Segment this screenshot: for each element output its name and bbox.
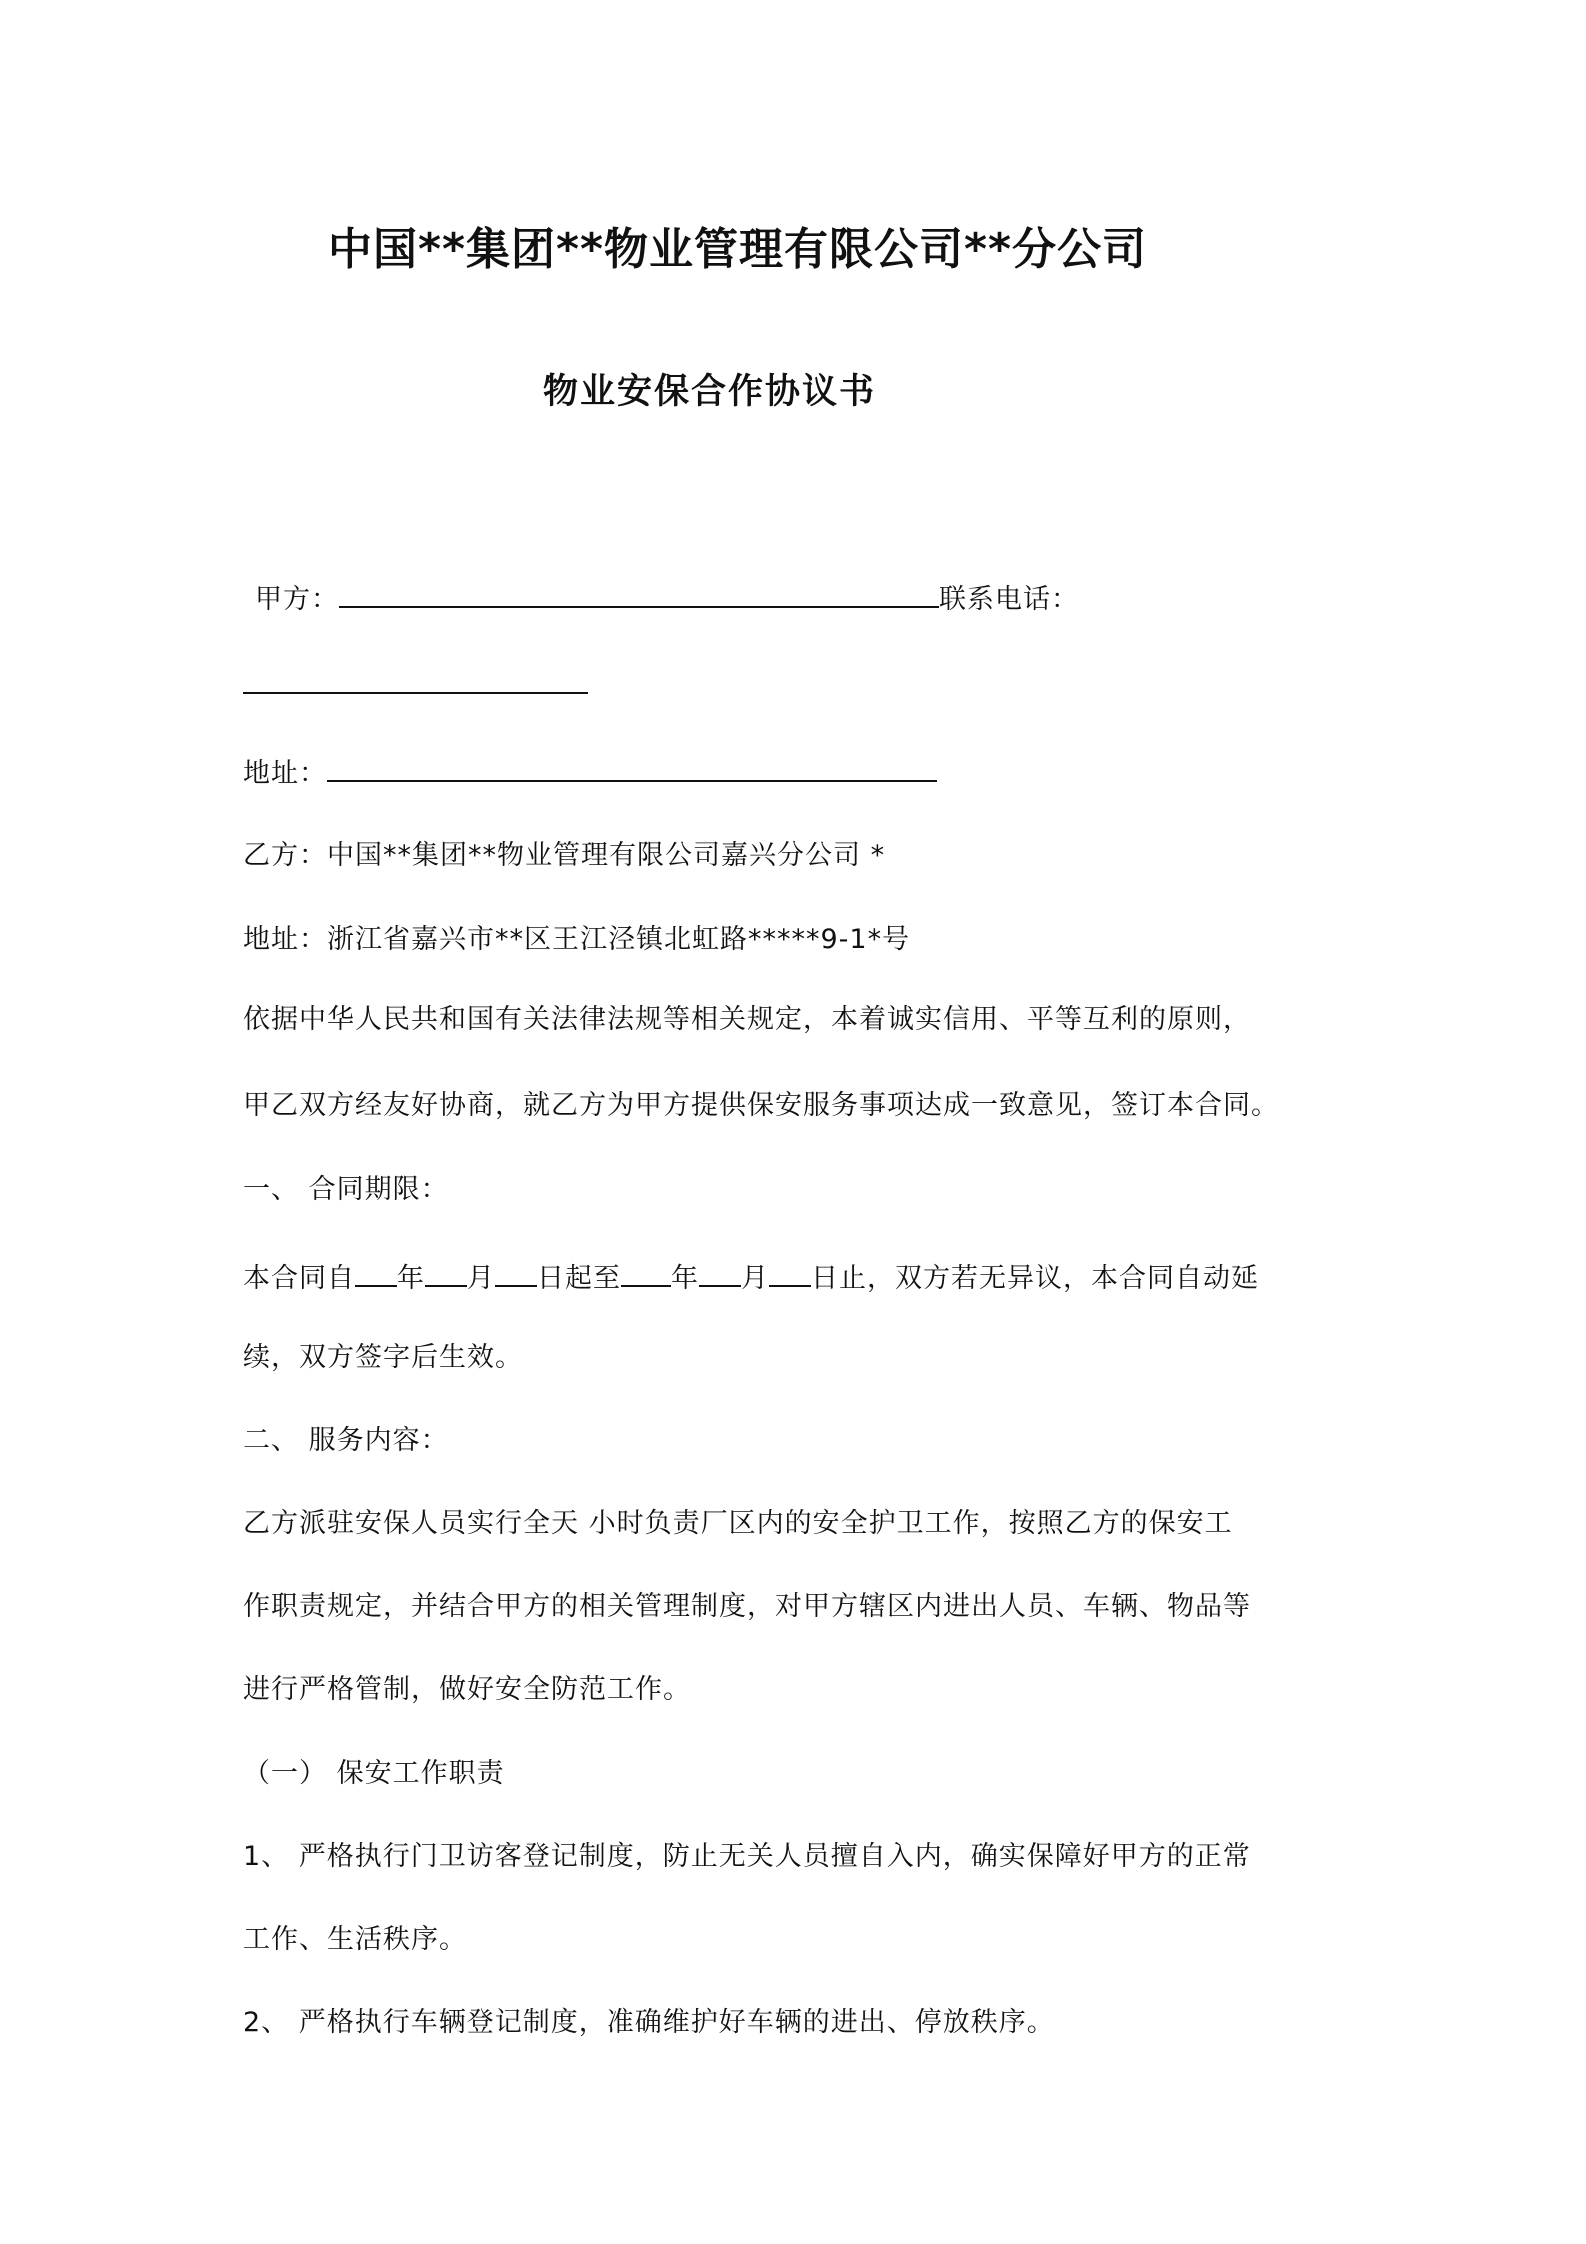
party-a-label: 甲方： [255,584,339,615]
document-subtitle: 物业安保合作协议书 [543,372,877,412]
term-text-start: 本合同自 [243,1263,355,1294]
party-a-line [255,580,1079,618]
term-text-end: 日止，双方若无异议，本合同自动延 [811,1263,1259,1294]
term-end-year-label: 年 [671,1263,699,1294]
start-month-blank [425,1259,467,1287]
phone-blank [243,666,588,694]
service-line-1: 乙方派驻安保人员实行全天 小时负责厂区内的安全护卫工作，按照乙方的保安工 [243,1508,1233,1539]
term-day-label: 日起至 [537,1263,621,1294]
service-line-2: 作职责规定，并结合甲方的相关管理制度，对甲方辖区内进出人员、车辆、物品等 [243,1591,1251,1622]
term-line-1 [243,1259,1259,1297]
document-title: 中国**集团**物业管理有限公司**分公司 [328,224,1148,275]
duty2-line: 2、 严格执行车辆登记制度，准确维护好车辆的进出、停放秩序。 [243,2007,1055,2038]
term-end-month-label: 月 [741,1263,769,1294]
term-year-label: 年 [397,1263,425,1294]
address-blank [327,754,937,782]
party-b-address-line: 地址：浙江省嘉兴市**区王江泾镇北虹路*****9-1*号 [243,924,911,955]
service-line-3: 进行严格管制，做好安全防范工作。 [243,1674,691,1705]
intro-line-2: 甲乙双方经友好协商，就乙方为甲方提供保安服务事项达成一致意见，签订本合同。 [243,1090,1279,1121]
duty1-line-2: 工作、生活秩序。 [243,1924,467,1955]
start-year-blank [355,1259,397,1287]
phone-blank-line [243,666,588,704]
intro-line-1: 依据中华人民共和国有关法律法规等相关规定，本着诚实信用、平等互利的原则， [243,1004,1251,1035]
start-day-blank [495,1259,537,1287]
party-b-line: 乙方：中国**集团**物业管理有限公司嘉兴分公司 * [243,840,886,871]
end-month-blank [699,1259,741,1287]
term-month-label: 月 [467,1263,495,1294]
end-year-blank [621,1259,671,1287]
term-line-2: 续，双方签字后生效。 [243,1342,523,1373]
end-day-blank [769,1259,811,1287]
section1-heading: 一、 合同期限： [243,1174,449,1205]
duty1-line-1: 1、 严格执行门卫访客登记制度，防止无关人员擅自入内，确实保障好甲方的正常 [243,1841,1251,1872]
address-label: 地址： [243,758,327,789]
section2-heading: 二、 服务内容： [243,1425,449,1456]
subsection1-heading: （一） 保安工作职责 [243,1758,505,1789]
party-a-blank [339,580,939,608]
phone-label: 联系电话： [939,584,1079,615]
party-a-address-line [243,754,937,792]
